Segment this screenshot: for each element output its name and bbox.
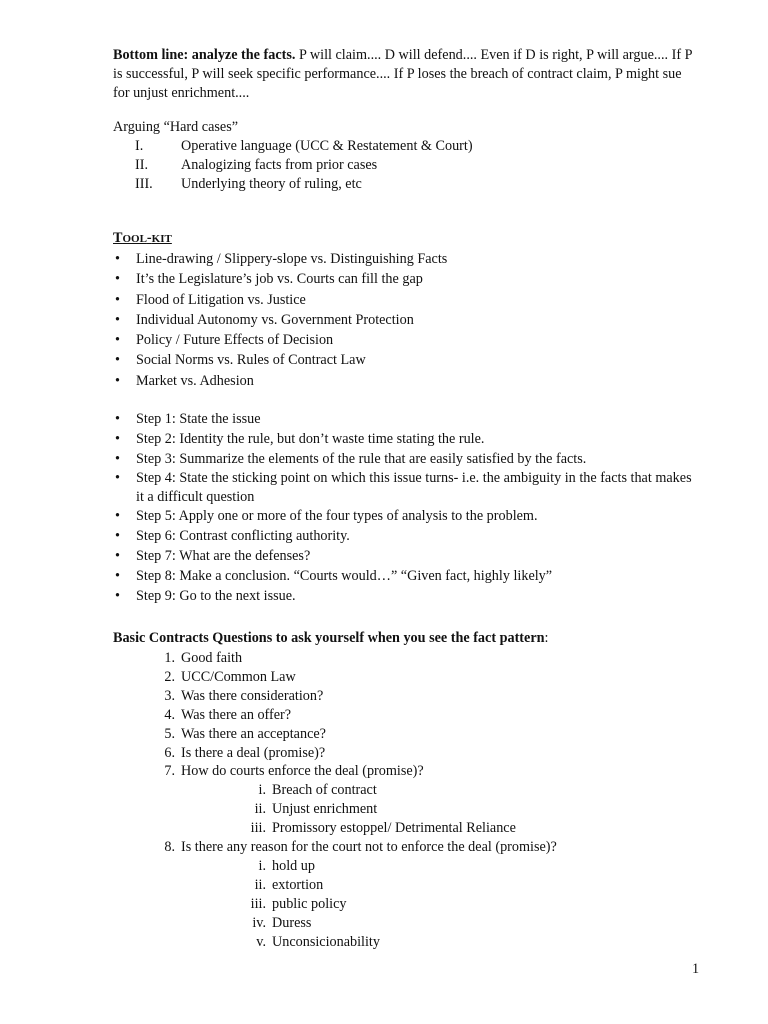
list-item: • It’s the Legislature’s job vs. Courts can fill the gap — [115, 271, 423, 288]
sub-question-item: ii. extortion — [254, 876, 324, 893]
sub-question-item: i. Breach of contract — [258, 782, 377, 799]
sub-question-item: iii. Promissory estoppel/ Detrimental Reliance — [250, 820, 516, 837]
toolkit-list — [113, 250, 447, 392]
questions-list — [113, 649, 557, 952]
hard-case-item: I. Operative language (UCC & Restatement & Court) — [135, 138, 473, 154]
page-number: 1 — [692, 961, 700, 977]
step-item: • Step 4: State the sticking point on which this issue turns- i.e. the ambiguity in the facts that makes it a difficult question — [115, 470, 692, 506]
question-item: 5. Was there an acceptance? — [164, 725, 326, 742]
sub-question-item: i. hold up — [258, 857, 315, 874]
intro-paragraph — [113, 46, 693, 103]
hard-case-item: III. Underlying theory of ruling, etc — [135, 176, 362, 192]
sub-question-item: ii. Unjust enrichment — [254, 801, 378, 818]
step-item: • Step 9: Go to the next issue. — [115, 587, 296, 604]
question-item: 7. How do courts enforce the deal (promise)? — [164, 763, 424, 780]
list-item: • Market vs. Adhesion — [115, 372, 254, 389]
intro-text: P will claim.... D will defend.... Even if D is right, P will argue.... If P is successful, P will seek specific performance.... If P loses the breach of contract claim, P might sue for unjust enrichment.... — [113, 47, 692, 101]
list-item: • Policy / Future Effects of Decision — [115, 332, 334, 349]
toolkit-title: TOOL-KIT — [113, 230, 172, 246]
questions-heading: Basic Contracts Questions to ask yourself when you see the fact pattern: — [113, 630, 549, 646]
step-item: • Step 8: Make a conclusion. “Courts would…” “Given fact, highly likely” — [115, 567, 553, 584]
sub-question-item: iv. Duress — [252, 914, 312, 931]
list-item: • Social Norms vs. Rules of Contract Law — [115, 352, 366, 369]
question-item: 4. Was there an offer? — [164, 706, 292, 723]
question-item: 8. Is there any reason for the court not to enforce the deal (promise)? — [164, 839, 557, 856]
hard-cases-section — [113, 118, 473, 194]
step-item: • Step 2: Identity the rule, but don’t waste time stating the rule. — [115, 430, 485, 447]
question-item: 1. Good faith — [164, 650, 243, 666]
steps-list — [113, 410, 693, 606]
step-item: • Step 7: What are the defenses? — [115, 547, 311, 564]
step-item: • Step 3: Summarize the elements of the rule that are easily satisfied by the facts. — [115, 450, 587, 467]
hard-case-item: II. Analogizing facts from prior cases — [135, 157, 378, 173]
question-item: 3. Was there consideration? — [164, 687, 324, 704]
list-item: • Individual Autonomy vs. Government Protection — [115, 311, 414, 328]
question-item: 2. UCC/Common Law — [164, 668, 296, 685]
hard-cases-heading: Arguing “Hard cases” — [113, 119, 239, 135]
step-item: • Step 1: State the issue — [115, 411, 261, 427]
sub-question-item: iii. public policy — [250, 895, 347, 912]
list-item: • Line-drawing / Slippery-slope vs. Distinguishing Facts — [115, 251, 448, 267]
step-item: • Step 6: Contrast conflicting authority. — [115, 528, 350, 545]
sub-question-item: v. Unconsicionability — [256, 933, 380, 950]
question-item: 6. Is there a deal (promise)? — [164, 744, 326, 761]
step-item: • Step 5: Apply one or more of the four types of analysis to the problem. — [115, 508, 538, 525]
list-item: • Flood of Litigation vs. Justice — [115, 291, 306, 308]
intro-bold: Bottom line: analyze the facts. — [113, 47, 296, 63]
